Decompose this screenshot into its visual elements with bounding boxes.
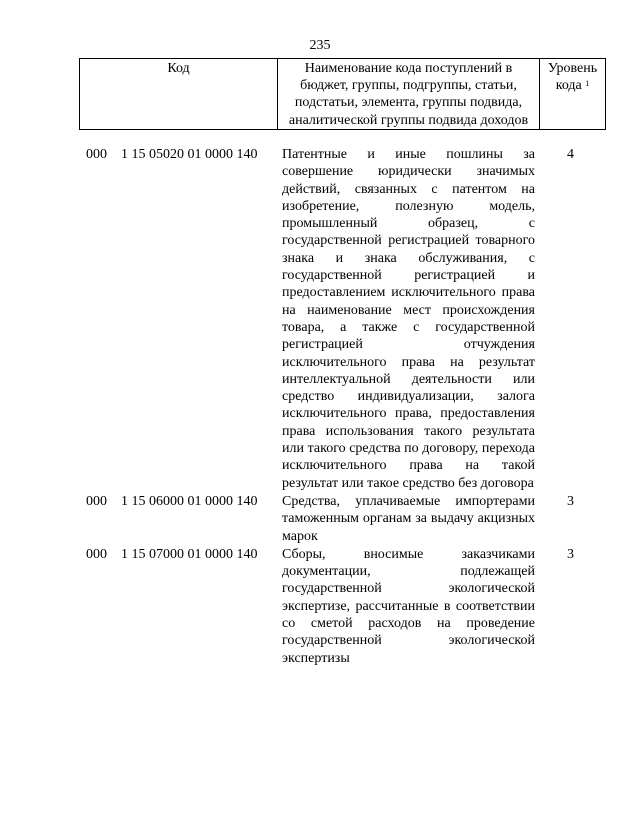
row-income-code: 1 15 07000 01 0000 140: [121, 546, 258, 562]
table-header: [79, 58, 606, 130]
table-row: [0, 146, 640, 492]
row-admin-code: 000: [86, 147, 107, 162]
page-number: 235: [309, 38, 331, 53]
header-name: Наименование кода поступлений в бюджет, группы, подгруппы, статьи, подстатьи, элемента, группы подвида, аналитической группы подвида доходов: [278, 59, 540, 130]
row-name: Патентные и иные пошлины за совершение юридически значимых действий, связанных с патентом на изобретение, полезную модель, промышленный образец, с государственной регистрацией товарного знака и знака обслуживания, с государственной регистрацией и предоставлением исключительного права на наименование мест происхождения товара, а также с государственной регистрацией отчуждения исключительного права на результат интеллектуальной деятельности или средство индивидуализации, залога исключительного права, предоставления права использования такого результата или такого средства по договору, перехода исключительного права на такой результат или такое средство без договора: [282, 147, 535, 491]
row-level: 3: [567, 493, 574, 509]
row-admin-code: 000: [86, 493, 107, 509]
table-body: [0, 146, 640, 667]
header-level: [540, 59, 606, 130]
header-level-footnote: 1: [585, 79, 590, 89]
row-name: Средства, уплачиваемые импортерами таможенным органам за выдачу акцизных марок: [282, 493, 535, 544]
table-row: [0, 493, 640, 545]
row-level: 4: [567, 147, 574, 162]
row-income-code: 1 15 05020 01 0000 140: [121, 147, 258, 162]
header-level-label: Уровень кода: [547, 61, 598, 94]
row-level: 3: [567, 546, 574, 562]
row-name: Сборы, вносимые заказчиками документации, подлежащей государственной экологической экспертизе, рассчитанные в соответствии со сметой расходов на проведение государственной экологической экспертизы: [282, 546, 535, 666]
row-income-code: 1 15 06000 01 0000 140: [121, 493, 258, 509]
header-code: Код: [80, 59, 278, 130]
table-row: [0, 546, 640, 667]
row-admin-code: 000: [86, 546, 107, 562]
